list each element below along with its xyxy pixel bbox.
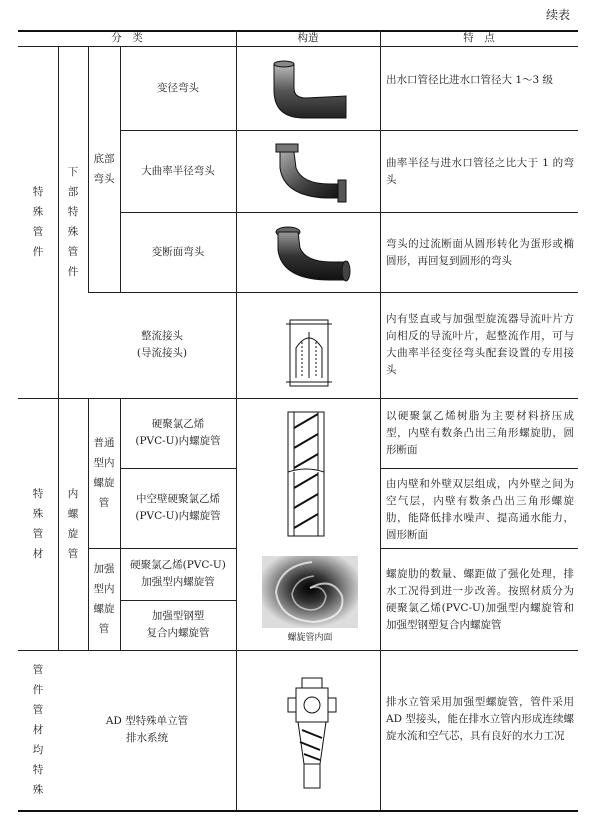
continued-table-label: 续表 (545, 8, 570, 22)
column-rule (236, 30, 237, 810)
feature-text: 由内壁和外壁双层组成，内外壁之间为空气层，内壁有数条凸出三角形螺旋肋，能降低排水噪声、提高通水能力，圆形断面 (386, 478, 574, 541)
header-category: 分 类 (111, 31, 143, 44)
item-name: 中空壁硬聚氯乙烯 (PVC-U)内螺旋管 (135, 493, 221, 522)
feature-text: 弯头的过流断面从圆形转化为蛋形或椭圆形，再回复到圆形的弯头 (386, 238, 574, 267)
item-name: 加强型钢塑 复合内螺旋管 (146, 610, 210, 639)
header-structure: 构造 (297, 31, 319, 44)
subsubgroup-label-standard-spiral: 普通型内螺旋管 (93, 437, 115, 509)
subgroup-label-inner-spiral: 内螺旋管 (67, 488, 79, 560)
feature-text: 出水口管径比进水口管径大 1～3 级 (386, 74, 554, 86)
feature-text: 以硬聚氯乙烯树脂为主要材料挤压成型，内壁有数条凸出三角形螺旋肋，圆形断面 (386, 410, 574, 456)
feature-text: 曲率半径与进水口管径之比大于 1 的弯头 (386, 157, 574, 186)
spiral-inner-surface-figure (262, 556, 358, 628)
item-name: AD 型特殊单立管 排水系统 (105, 715, 189, 744)
row-rule (380, 468, 578, 469)
large-radius-elbow-figure (270, 140, 354, 204)
item-name: 硬聚氯乙烯(PVC-U) 加强型内螺旋管 (130, 559, 226, 588)
variable-section-elbow-figure (270, 222, 354, 286)
group-label-special-fittings: 特殊管件 (32, 186, 44, 258)
reducer-elbow-figure (268, 58, 352, 122)
spiral-pipe-figure (284, 410, 328, 538)
subsubgroup-label-reinforced-spiral: 加强型内螺旋管 (93, 563, 115, 635)
feature-text: 排水立管采用加强型螺旋管，管件采用 AD 型接头，能在排水立管内形成连续螺旋水流和空气芯，具有良好的水力工况 (386, 696, 574, 742)
table-bottom-rule (18, 810, 578, 812)
item-name: 变径弯头 (157, 81, 199, 94)
group-label-special-pipes: 特殊管材 (32, 488, 44, 560)
group-label-both-special: 管件管材均特殊 (32, 664, 44, 796)
column-rule (380, 30, 381, 810)
subgroup-label-lower-fittings: 下部特殊管件 (67, 166, 79, 278)
item-name: 硬聚氯乙烯 (PVC-U)内螺旋管 (135, 418, 221, 447)
item-name: 变断面弯头 (151, 245, 205, 258)
feature-text: 螺旋肋的数量、螺距做了强化处理，排水工况得到进一步改善。按照材质分为硬聚氯乙烯(PVC-U)加强型内螺旋管和加强型钢塑复合内螺旋管 (386, 568, 574, 631)
figure-caption: 螺旋管内面 (287, 633, 333, 643)
row-rule (380, 548, 578, 549)
item-name: 整流接头 (导流接头) (136, 330, 188, 359)
header-feature: 特 点 (463, 31, 495, 44)
item-name: 大曲率半径弯头 (141, 164, 215, 177)
ad-joint-figure (286, 676, 338, 792)
feature-text: 内有竖直或与加强型旋流器导流叶片方向相反的导流叶片，起整流作用，可与大曲率半径变径弯头配套设置的专用接头 (386, 313, 574, 376)
subsubgroup-label-bottom-elbow: 底部弯头 (93, 153, 115, 185)
flow-straightening-joint-figure (284, 318, 334, 388)
